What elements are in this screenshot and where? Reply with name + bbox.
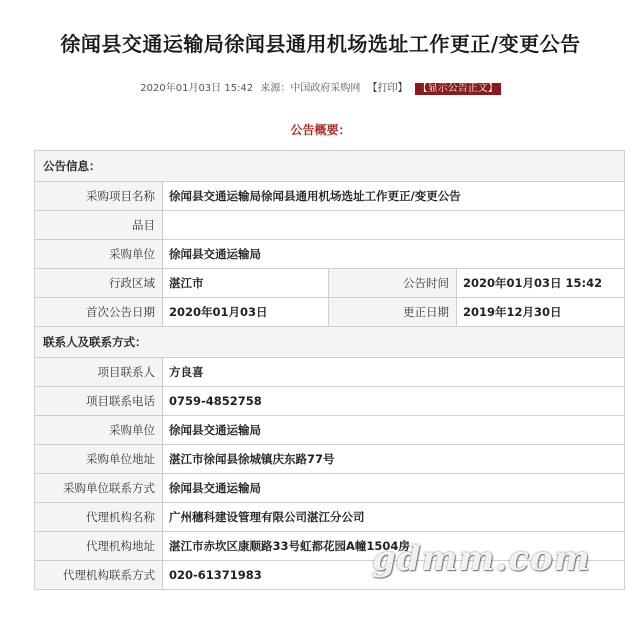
publish-datetime: 2020年01月03日 15:42 <box>140 83 254 94</box>
section-contacts: 联系人及联系方式： <box>35 327 625 358</box>
table-row <box>35 269 625 298</box>
purchaser-address-value: 湛江市徐闻县徐城镇庆东路77号 <box>163 445 625 474</box>
project-contact-value: 方良喜 <box>163 358 625 387</box>
agency-address-value: 湛江市赤坎区康顺路33号虹都花园A幢1504房 <box>163 532 625 561</box>
first-publish-date-value: 2020年01月03日 <box>163 298 329 327</box>
announcement-table <box>34 150 625 590</box>
project-phone-label: 项目联系电话 <box>35 387 163 416</box>
project-contact-label: 项目联系人 <box>35 358 163 387</box>
publish-time-label: 公告时间 <box>329 269 457 298</box>
correction-date-value: 2019年12月30日 <box>457 298 625 327</box>
table-row <box>35 561 625 590</box>
table-row <box>35 298 625 327</box>
table-row <box>35 240 625 269</box>
section-row <box>35 151 625 182</box>
item-label: 品目 <box>35 211 163 240</box>
contact-purchaser-label: 采购单位 <box>35 416 163 445</box>
table-row <box>35 358 625 387</box>
correction-date-label: 更正日期 <box>329 298 457 327</box>
region-label: 行政区域 <box>35 269 163 298</box>
table-row <box>35 474 625 503</box>
page-title: 徐闻县交通运输局徐闻县通用机场选址工作更正/变更公告 <box>60 32 581 56</box>
purchaser-address-label: 采购单位地址 <box>35 445 163 474</box>
table-row <box>35 211 625 240</box>
meta-line <box>0 79 641 95</box>
project-phone-value: 0759-4852758 <box>163 387 625 416</box>
agency-name-label: 代理机构名称 <box>35 503 163 532</box>
print-link[interactable]: 【打印】 <box>367 83 408 94</box>
table-row <box>35 387 625 416</box>
table-row <box>35 182 625 211</box>
summary-heading: 公告概要： <box>290 123 351 137</box>
show-original-button[interactable]: 【显示公告正文】 <box>415 83 501 95</box>
section-row <box>35 327 625 358</box>
contact-purchaser-value: 徐闻县交通运输局 <box>163 416 625 445</box>
table-row <box>35 416 625 445</box>
section-announcement-info: 公告信息： <box>35 151 625 182</box>
publish-time-value: 2020年01月03日 15:42 <box>457 269 625 298</box>
agency-contact-value: 020-61371983 <box>163 561 625 590</box>
agency-name-value: 广州穗科建设管理有限公司湛江分公司 <box>163 503 625 532</box>
site-watermark: gdmm.com <box>372 539 591 579</box>
project-name-label: 采购项目名称 <box>35 182 163 211</box>
item-value <box>163 211 625 240</box>
region-value: 湛江市 <box>163 269 329 298</box>
table-row <box>35 503 625 532</box>
table-row <box>35 532 625 561</box>
purchaser-label: 采购单位 <box>35 240 163 269</box>
purchaser-contact-label: 采购单位联系方式 <box>35 474 163 503</box>
agency-contact-label: 代理机构联系方式 <box>35 561 163 590</box>
agency-address-label: 代理机构地址 <box>35 532 163 561</box>
first-publish-date-label: 首次公告日期 <box>35 298 163 327</box>
source-text: 来源：中国政府采购网 <box>260 83 361 94</box>
purchaser-value: 徐闻县交通运输局 <box>163 240 625 269</box>
table-row <box>35 445 625 474</box>
purchaser-contact-value: 徐闻县交通运输局 <box>163 474 625 503</box>
project-name-value: 徐闻县交通运输局徐闻县通用机场选址工作更正/变更公告 <box>163 182 625 211</box>
